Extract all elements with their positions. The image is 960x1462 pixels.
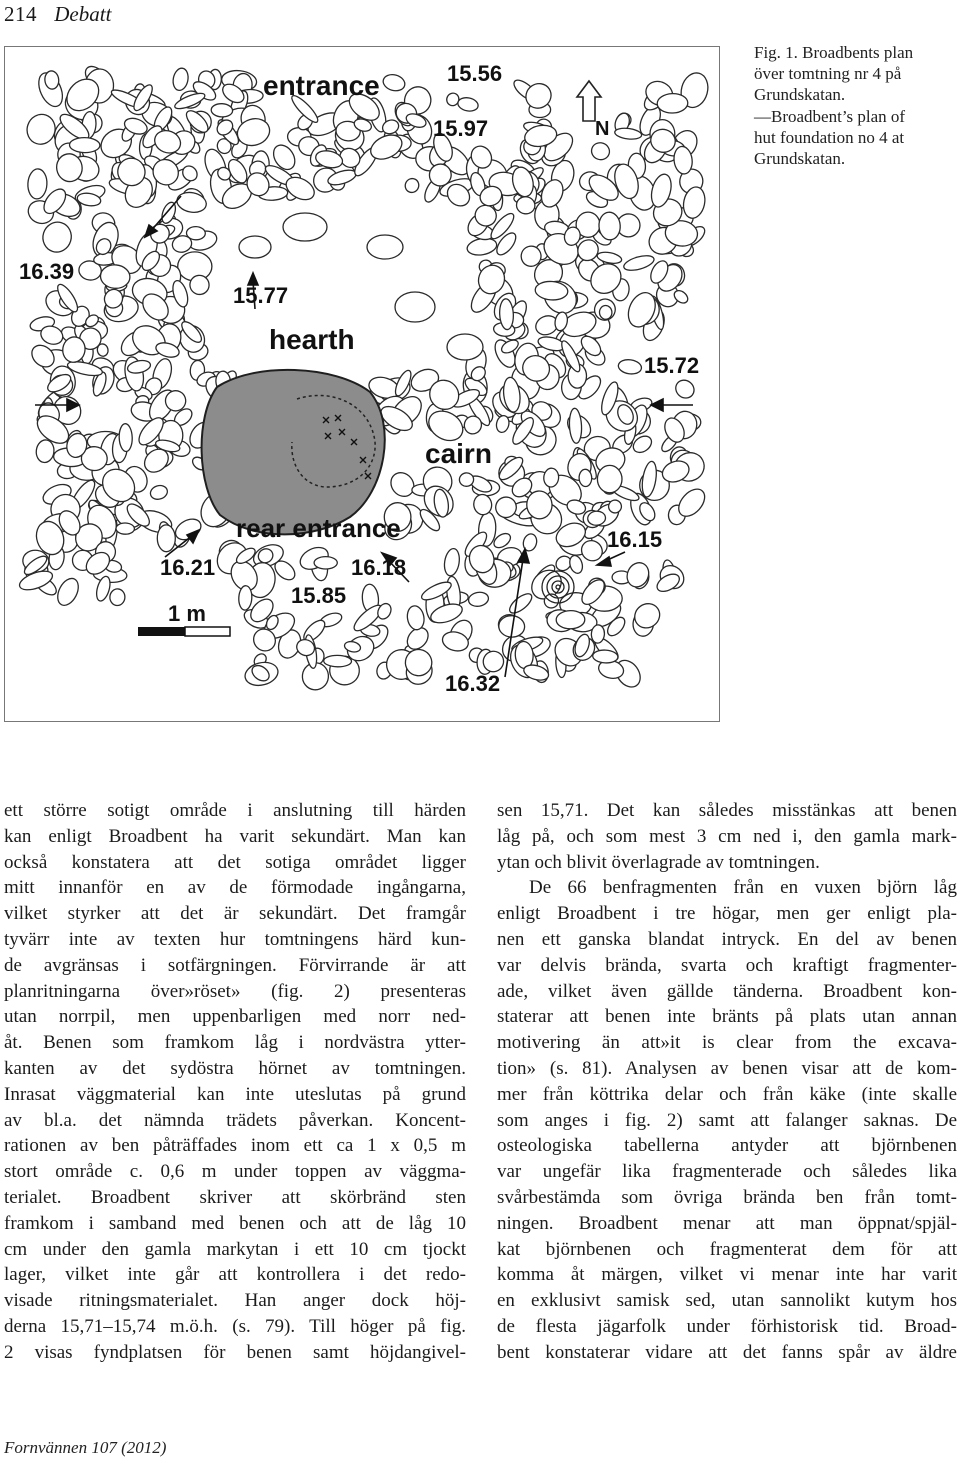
stone: [239, 236, 271, 258]
text-line: vilket styrker att det är sekundärt. Det framgår: [4, 903, 466, 925]
elev-15-72: 15.72: [644, 353, 700, 378]
stone: [171, 67, 190, 92]
text-line: svårbestämda som övriga brända ben från tomt-: [497, 1186, 957, 1208]
text-column-left: [4, 798, 466, 1366]
text-line: staterar att benen inte bränts på plats utan annan: [497, 1006, 957, 1028]
label-scale: 1 m: [168, 601, 206, 626]
text-line: var delvis brända, svarta och kraftigt fragmenter-: [497, 954, 957, 976]
text-line: som anges i fig. 2) samt att falanger saknas. De: [497, 1109, 957, 1131]
stone: [614, 127, 642, 141]
page-header: [4, 2, 111, 27]
text-line: de flesta jägarfolk under förhistorisk tid. Broad-: [497, 1315, 957, 1337]
stone: [507, 590, 535, 616]
caption-line: Fig. 1. Broadbents plan: [754, 43, 914, 62]
text-line: de avgränsas i sotfärgningen. Förvirrande är att: [4, 954, 466, 976]
stone: [324, 655, 352, 667]
text-line: en exklusivt samisk sed, utan sannolikt kutym hos: [497, 1290, 957, 1312]
stone: [149, 483, 169, 501]
stone: [109, 588, 125, 606]
label-north: N: [595, 118, 610, 140]
text-line: av bl.a. det nämnda trädets påverkan. Koncent-: [4, 1109, 466, 1131]
text-line: tion» (s. 81). Analysen av benen visar att de kom-: [497, 1057, 957, 1079]
text-line: 2 visas fyndplatsen för benen samt höjdangivel-: [4, 1341, 466, 1363]
text-line: Inrasat väggmaterial kan inte uteslutas på grund: [4, 1083, 466, 1105]
text-line: cm under den gamla markytan i ett 10 cm tjockt: [4, 1238, 466, 1260]
caption-line: —Broadbent’s plan of: [754, 106, 906, 126]
stone: [157, 525, 175, 552]
stone: [175, 190, 208, 215]
stone: [672, 377, 697, 402]
text-line: framkom i samband med benen och att de låg 10: [4, 1212, 466, 1234]
text-line: terialet. Broadbent skriver att skörbränd sten: [4, 1186, 466, 1208]
scale-bar: [138, 627, 230, 636]
site-plan-drawing: [5, 47, 721, 723]
caption-line: Grundskatan.: [754, 85, 846, 105]
figure-plan: [4, 46, 720, 722]
text-line: stort område c. 0,6 m under toppen av väggma-: [4, 1161, 466, 1183]
stone: [589, 140, 611, 162]
stone: [556, 610, 585, 629]
page-number: 214: [4, 2, 37, 26]
caption-line: över tomtning nr 4 på: [754, 64, 902, 84]
stone: [622, 253, 655, 273]
text-line: mer från köttrika delar och från käke (inte skalle: [497, 1083, 957, 1105]
stone: [569, 408, 583, 444]
stone: [54, 575, 83, 609]
label-entrance: entrance: [263, 70, 380, 101]
text-line: enligt Broadbent i tre högar, men ger enligt pla-: [497, 903, 957, 925]
text-line: bent konstaterar vidare att det fanns spår av äldre: [497, 1341, 957, 1363]
north-arrow: [577, 81, 601, 121]
stone: [599, 305, 612, 320]
section-title: Debatt: [54, 2, 112, 26]
figure-caption: [754, 42, 954, 169]
stone: [447, 334, 483, 360]
stone: [403, 176, 421, 195]
journal-footer: Fornvännen 107 (2012): [4, 1438, 167, 1457]
elev-16-21: 16.21: [160, 555, 216, 580]
stone: [116, 523, 135, 535]
stone: [39, 219, 75, 256]
text-line: var ungefär lika fragmenterade och således lika: [497, 1161, 957, 1183]
label-hearth: hearth: [269, 324, 355, 355]
soot-area: [202, 370, 385, 534]
text-line: nen ett ganska blandat intryck. En del av benen: [497, 928, 957, 950]
text-line: rationen av ben påträffades inom ett ca 1 x 0,5 m: [4, 1135, 466, 1157]
text-line: ytan och blivit överlagrade av tomtningen.: [497, 851, 820, 873]
text-line: kan enligt Broadbent ha varit sekundärt. Man kan: [4, 825, 466, 847]
stone: [69, 137, 100, 153]
stone: [406, 605, 426, 631]
text-line: åt. Benen som framkom låg i nordvästra ytter-: [4, 1032, 466, 1054]
elev-16-39: 16.39: [19, 259, 75, 284]
text-line: kat björnbenen och fragmenterat dem för att: [497, 1238, 957, 1260]
text-line: kanten av det sydöstra hörnet av tomtningen.: [4, 1057, 466, 1079]
stone: [23, 111, 59, 148]
text-line: visade ritningsmaterialet. Han anger dock höj-: [4, 1290, 466, 1312]
stone: [314, 557, 337, 569]
stone: [443, 548, 462, 577]
elev-16-15: 16.15: [607, 527, 663, 552]
stone: [211, 103, 233, 117]
stone: [623, 559, 652, 590]
text-line: ningen. Broadbent menar att man öppnat/spjäl-: [497, 1212, 957, 1234]
stone: [381, 72, 406, 93]
text-line: låg på, och som mest 3 cm ned i, den gamla mark-: [497, 825, 957, 847]
label-cairn: cairn: [425, 438, 492, 469]
stone: [386, 468, 418, 501]
caption-line: hut foundation no 4 at: [754, 127, 905, 147]
elev-15-97: 15.97: [433, 116, 489, 141]
stone: [283, 213, 327, 241]
stone: [27, 168, 48, 199]
text-line: osteologiska tabellerna antyder att björnbenen: [497, 1135, 957, 1157]
text-line: också konstatera att det sotiga området ligger: [4, 851, 466, 873]
text-column-right: [497, 798, 957, 1366]
stone: [568, 554, 585, 575]
elev-16-18: 16.18: [351, 555, 407, 580]
stone: [617, 358, 642, 375]
text-line: planritningarna över»röset» (fig. 2) presenteras: [4, 980, 466, 1002]
stone: [579, 469, 592, 487]
elev-15-77: 15.77: [233, 283, 289, 308]
text-line: ade, vilket även gällde tänderna. Broadbent kon-: [497, 980, 957, 1002]
text-line: motivering än att»it is clear from the excava-: [497, 1032, 957, 1054]
text-line: sen 15,71. Det kan således misstänkas att benen: [497, 800, 957, 821]
stone-field: [17, 62, 711, 691]
elev-15-56: 15.56: [447, 61, 503, 86]
text-line: lager, vilket inte går att kontrollera i det redo-: [4, 1264, 466, 1286]
label-rear-entrance: rear entrance: [236, 513, 401, 543]
elev-16-32: 16.32: [445, 671, 501, 696]
stone: [657, 93, 688, 113]
stone: [597, 465, 622, 492]
caption-line: Grundskatan.: [754, 149, 846, 169]
stone: [35, 439, 55, 464]
text-line: mitt innanför en av de förmodade ingångarna,: [4, 877, 466, 899]
elev-15-85: 15.85: [291, 583, 347, 608]
stone: [119, 423, 133, 451]
stone: [459, 472, 475, 487]
text-line: komma åt märgen, vilket vi menar inte har varit: [497, 1264, 957, 1286]
stone: [457, 96, 480, 113]
stone: [367, 235, 403, 259]
text-line: utan norrpil, men uppenbarligen med norr ned-: [4, 1006, 466, 1028]
text-line: De 66 benfragmenten från en vuxen björn låg: [529, 877, 957, 899]
text-line: tyvärr inte av texten hur tomtningens härd kun-: [4, 928, 466, 950]
stone: [467, 591, 489, 608]
text-line: derna 15,71–15,74 m.ö.h. (s. 79). Till höger på fig.: [4, 1315, 466, 1337]
text-line: ett större sotigt område i anslutning till härden: [4, 800, 466, 821]
stone: [395, 292, 435, 322]
stone: [591, 624, 605, 643]
